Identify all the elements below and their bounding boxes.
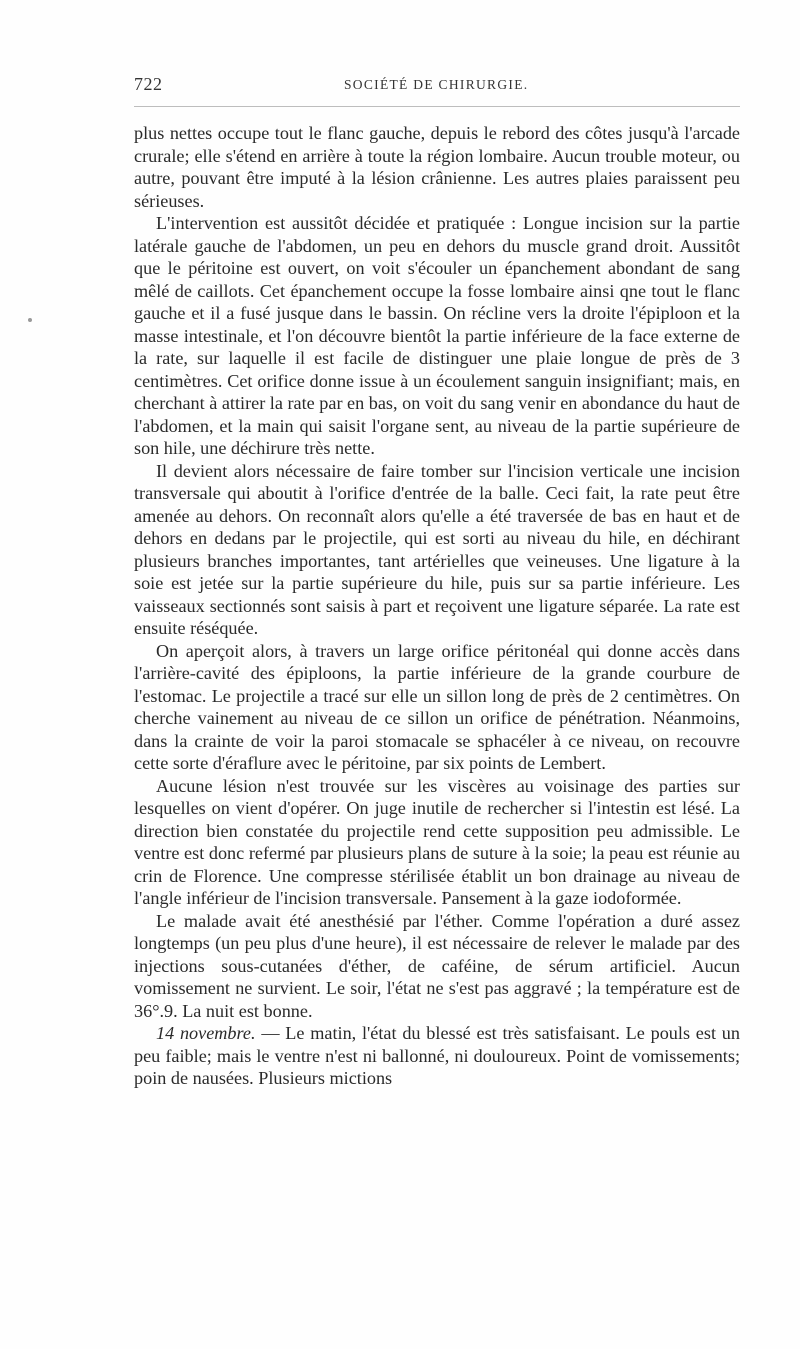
- margin-speck: [28, 318, 32, 322]
- body-text: [134, 122, 740, 1090]
- journal-title: SOCIÉTÉ DE CHIRURGIE.: [344, 77, 529, 92]
- paragraph-7-text: — Le matin, l'état du blessé est très satisfaisant. Le pouls est un peu faible; mais le ventre n'est ni ballonné, ni douloureux. Point de vomissements; poin de nausées. Plusieurs mictions: [134, 1023, 740, 1088]
- header-rule: [134, 106, 740, 107]
- paragraph-2: L'intervention est aussitôt décidée et pratiquée : Longue incision sur la partie latérale gauche de l'abdomen, un peu en dehors du muscle grand droit. Aussitôt que le péritoine est ouvert, on voit s'écouler un épanchement abondant de sang mêlé de caillots. Cet épanchement occupe la fosse lombaire ainsi qne tout le flanc gauche et il a fusé jusque dans le bassin. On récline vers la droite l'épiploon et la masse intestinale, et l'on découvre bientôt la partie inférieure de la face externe de la rate, sur laquelle il est facile de distinguer une plaie longue de près de 3 centimètres. Cet orifice donne issue à un écoulement sanguin insignifiant; mais, en cherchant à attirer la rate par en bas, on voit du sang venir en abondance du haut de l'abdomen, et la main qui saisit l'organe sent, au niveau de la partie supérieure de son hile, une déchirure très nette.: [134, 213, 740, 458]
- running-head: [134, 74, 740, 98]
- paragraph-7: [134, 1022, 740, 1090]
- paragraph-4: On aperçoit alors, à travers un large orifice péritonéal qui donne accès dans l'arrière-cavité des épiploons, la partie inférieure de la grande courbure de l'estomac. Le projectile a tracé sur elle un sillon long de près de 2 centimètres. On cherche vainement au niveau de ce sillon un orifice de pénétration. Néanmoins, dans la crainte de voir la paroi stomacale se sphacéler à ce niveau, on recouvre cette sorte d'éraflure avec le péritoine, par six points de Lembert.: [134, 640, 740, 773]
- paragraph-1: plus nettes occupe tout le flanc gauche, depuis le rebord des côtes jusqu'à l'arcade crurale; elle s'étend en arrière à toute la région lombaire. Aucun trouble moteur, ou autre, pouvant être imputé à la lésion crânienne. Les autres plaies paraissent peu sérieuses.: [134, 123, 740, 211]
- date-label: 14 novembre.: [156, 1023, 256, 1043]
- paragraph-5: Aucune lésion n'est trouvée sur les viscères au voisinage des parties sur lesquelles on vient d'opérer. On juge inutile de rechercher si l'intestin est lésé. La direction bien constatée du projectile rend cette supposition peu admissible. Le ventre est donc refermé par plusieurs plans de suture à la soie; la peau est réunie au crin de Florence. Une compresse stérilisée établit un bon drainage au niveau de l'angle inférieur de l'incision transversale. Pansement à la gaze iodoformée.: [134, 775, 740, 908]
- paragraph-3: Il devient alors nécessaire de faire tomber sur l'incision verticale une incision transversale qui aboutit à l'orifice d'entrée de la balle. Ceci fait, la rate peut être amenée au dehors. On reconnaît alors qu'elle a été traversée de bas en haut et de dehors en dedans par le projectile, qui est sorti au niveau du hile, en déchirant plusieurs branches importantes, tant artérielles que veineuses. Une ligature à la soie est jetée sur la partie supérieure du hile, puis sur sa partie inférieure. Les vaisseaux sectionnés sont saisis à part et reçoivent une ligature séparée. La rate est ensuite réséquée.: [134, 460, 740, 638]
- paragraph-6: Le malade avait été anesthésié par l'éther. Comme l'opération a duré assez longtemps (un peu plus d'une heure), il est nécessaire de relever le malade par des injections sous-cutanées d'éther, de caféine, de sérum artificiel. Aucun vomissement ne survient. Le soir, l'état ne s'est pas aggravé ; la température est de 36°.9. La nuit est bonne.: [134, 910, 740, 1021]
- page-number: 722: [134, 74, 163, 94]
